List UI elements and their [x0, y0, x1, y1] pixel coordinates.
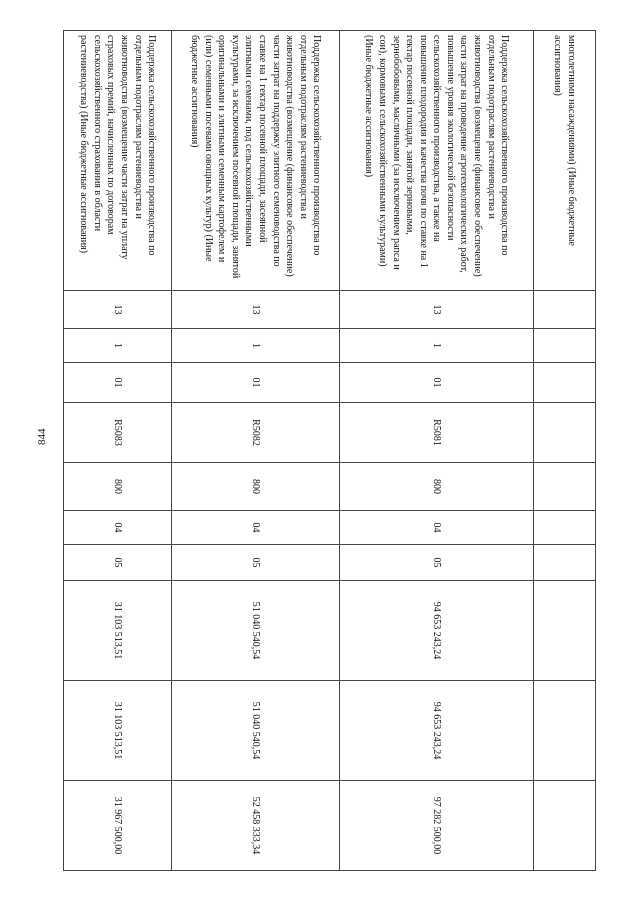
section-code: 04 [64, 511, 172, 545]
event-code: 01 [64, 363, 172, 403]
amount-2: 31 103 513,51 [64, 681, 172, 781]
section-code: 04 [172, 511, 340, 545]
subprogram-code: 1 [64, 329, 172, 363]
table-row [340, 31, 534, 871]
target-code: R5083 [64, 403, 172, 463]
program-code: 13 [172, 291, 340, 329]
section-code: 04 [340, 511, 534, 545]
amount-1: 51 040 540,54 [172, 581, 340, 681]
subsection-code: 05 [172, 545, 340, 581]
rotated-page [56, 30, 596, 870]
table-row-continuation [534, 31, 596, 871]
event-code: 01 [340, 363, 534, 403]
row-description: Поддержка сельскохозяйственного производства по отдельным подотраслям растениеводства и животноводства (возмещение части затрат на уплату страховых премий, начисленных по договорам сельскохозяйственного страхования в области растениеводства) (Иные бюджетные ассигнования) [64, 31, 172, 291]
table-row [64, 31, 172, 871]
amount-3: 31 967 500,00 [64, 781, 172, 871]
amount-3: 52 458 333,34 [172, 781, 340, 871]
expense-type: 800 [64, 463, 172, 511]
page-number: 844 [36, 428, 48, 445]
amount-1: 31 103 513,51 [64, 581, 172, 681]
subsection-code: 05 [340, 545, 534, 581]
event-code: 01 [172, 363, 340, 403]
expense-type: 800 [340, 463, 534, 511]
amount-2: 51 040 540,54 [172, 681, 340, 781]
budget-table [63, 30, 596, 871]
program-code: 13 [64, 291, 172, 329]
row-description: Поддержка сельскохозяйственного производства по отдельным подотраслям растениеводства и животноводства (возмещение (финансовое обеспечение) части затрат на поддержку элитного семеноводства по ставке на 1 гектар посевной площади, засеянной элитными семенами, под сельскохозяйственными культурами, за исключением посевной площади, занятой оригинальными и элитными семенным картофелем и (или) семенными посевами овощных культур) (Иные бюджетные ассигнования) [172, 31, 340, 291]
row-description: Поддержка сельскохозяйственного производства по отдельным подотраслям растениеводства и животноводства (возмещение (финансовое обеспечение) части затрат на проведение агротехнологических работ, повышение уровня экологической безопасности сельскохозяйственного производства, а также на повышение плодородия и качества почв по ставке на 1 гектар посевной площади, занятой зерновыми, зернобобовыми, масличными (за исключением рапса и сои), кормовыми сельскохозяйственными культурами) (Иные бюджетные ассигнования) [340, 31, 534, 291]
row-description: многолетними насаждениями) (Иные бюджетные ассигнования) [534, 31, 596, 291]
expense-type: 800 [172, 463, 340, 511]
amount-1: 94 653 243,24 [340, 581, 534, 681]
amount-2: 94 653 243,24 [340, 681, 534, 781]
target-code: R5082 [172, 403, 340, 463]
table-row [172, 31, 340, 871]
program-code: 13 [340, 291, 534, 329]
target-code: R5081 [340, 403, 534, 463]
subsection-code: 05 [64, 545, 172, 581]
amount-3: 97 282 500,00 [340, 781, 534, 871]
subprogram-code: 1 [340, 329, 534, 363]
subprogram-code: 1 [172, 329, 340, 363]
